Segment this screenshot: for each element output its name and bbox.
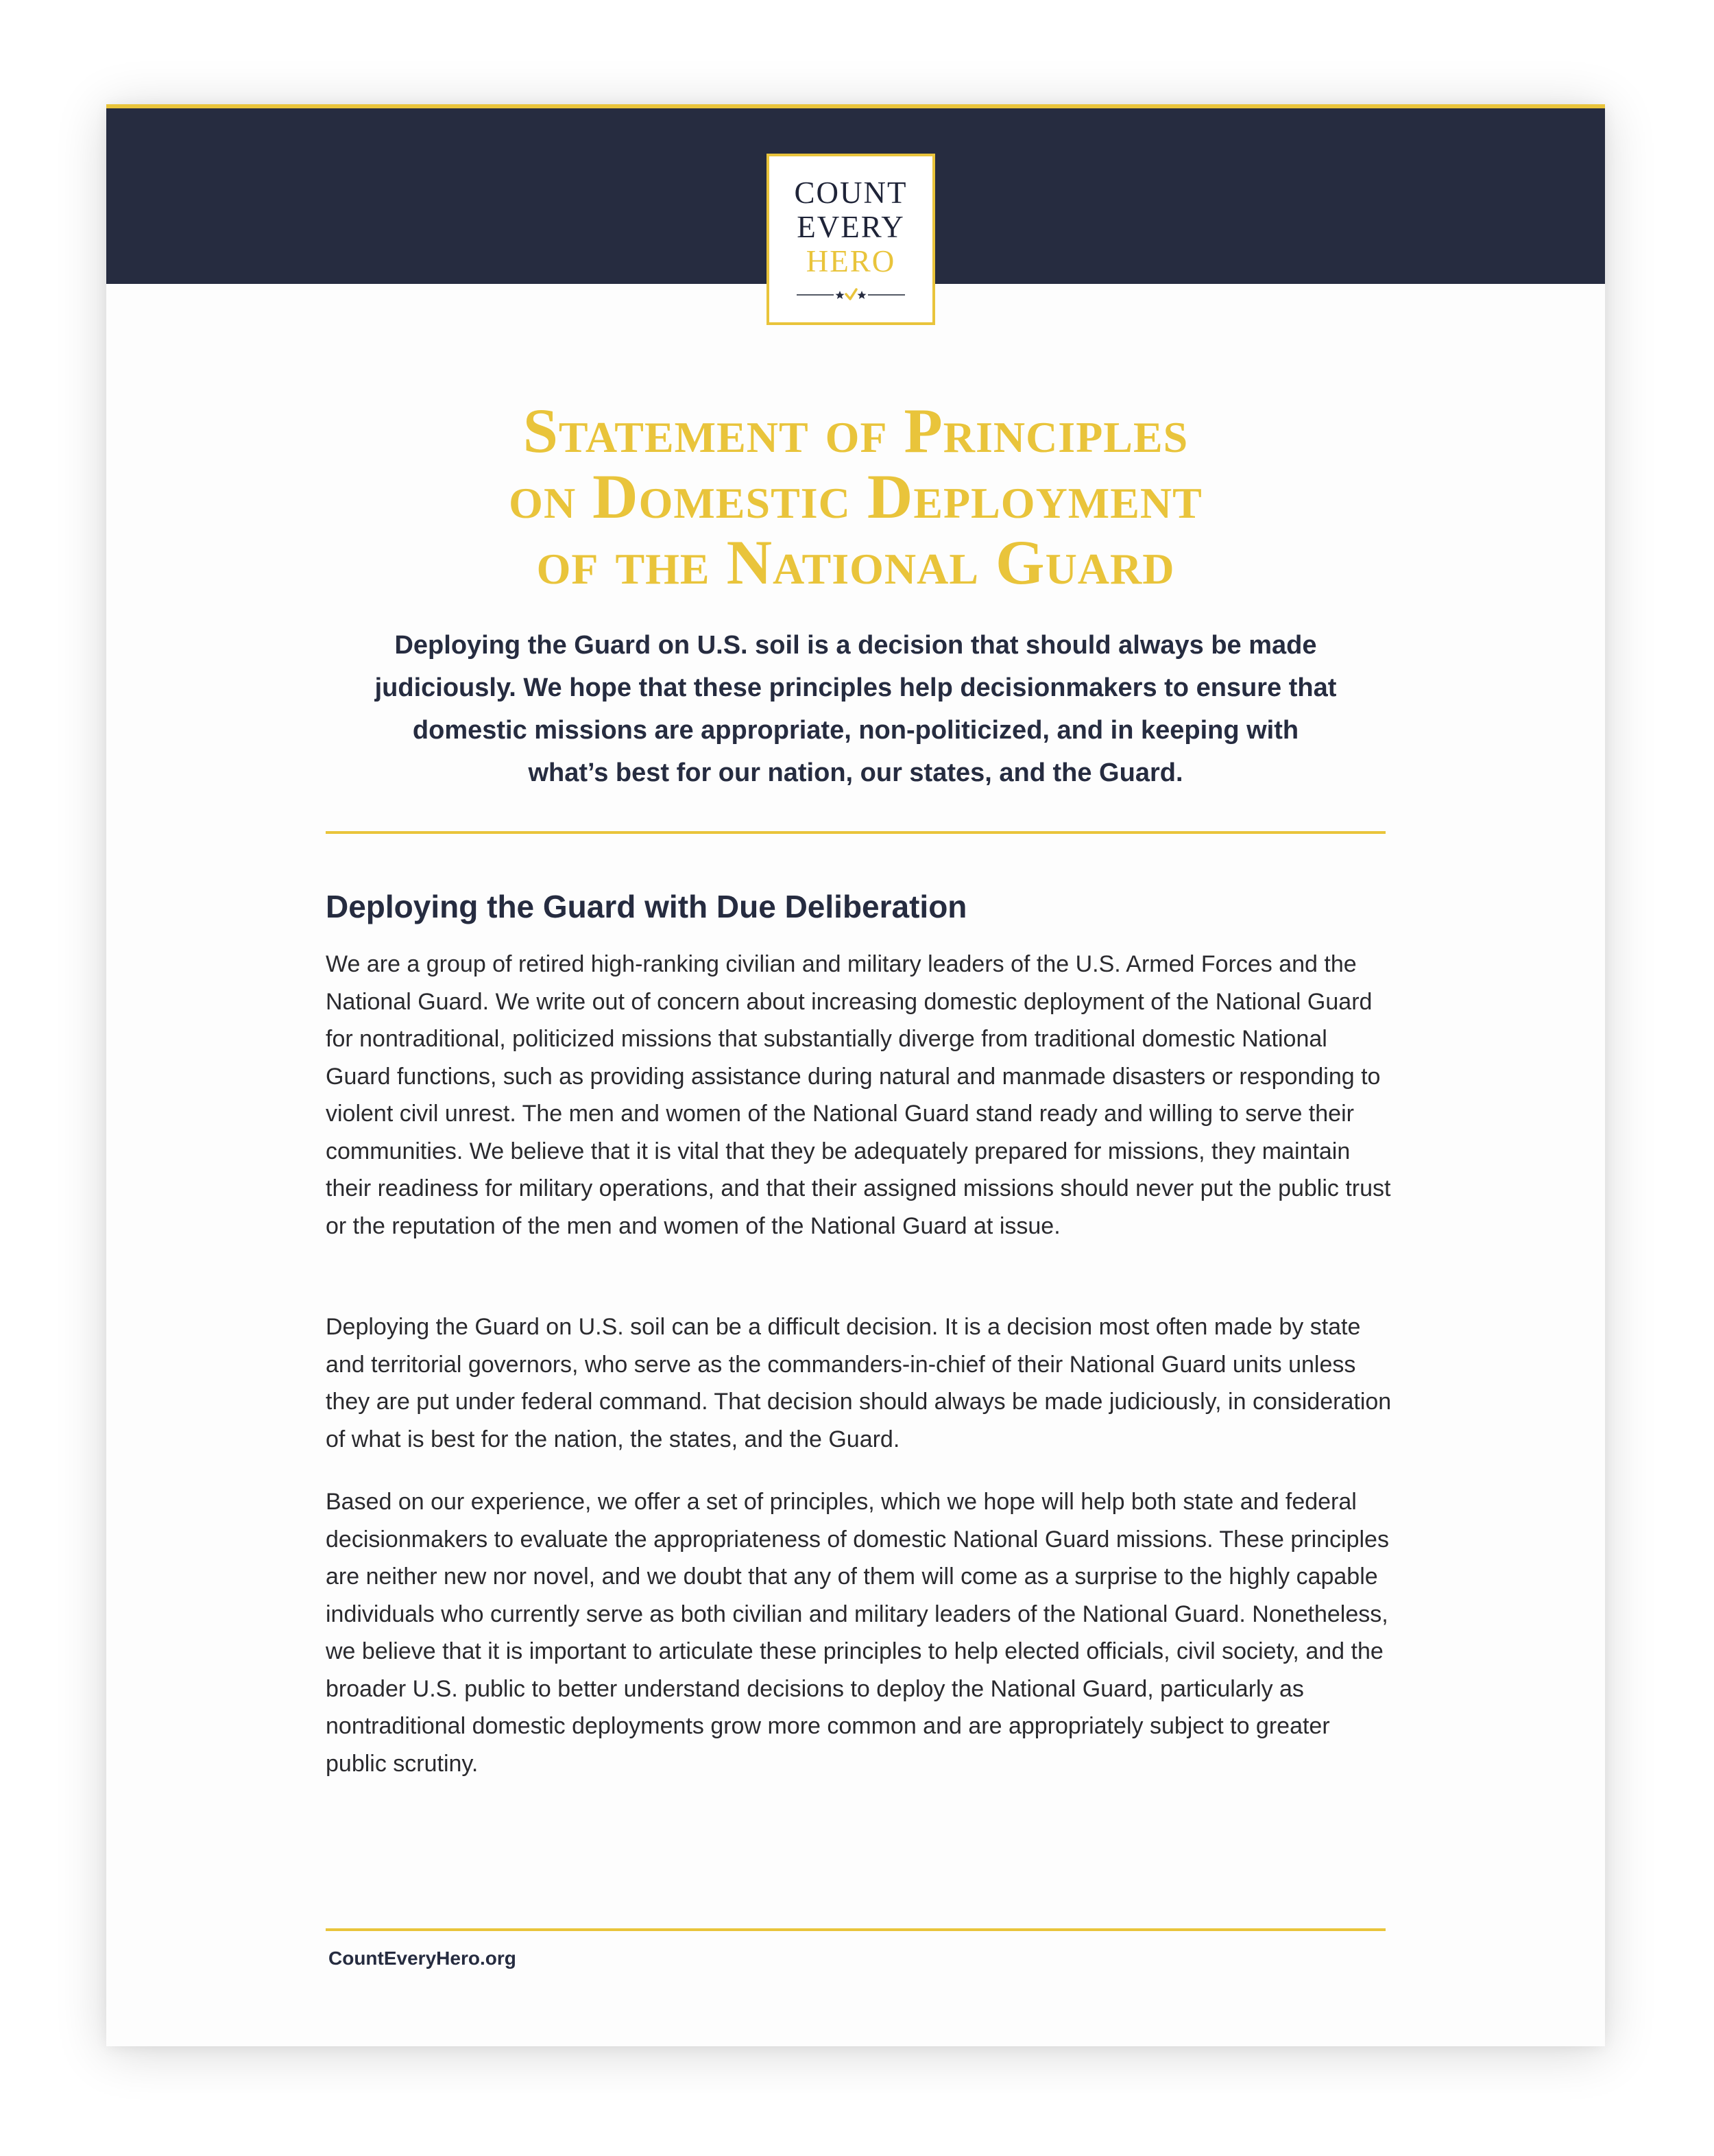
star-check-star-icon bbox=[769, 288, 932, 302]
title-line-2: on Domestic Deployment bbox=[509, 462, 1203, 531]
footer-website-link[interactable]: CountEveryHero.org bbox=[328, 1948, 516, 1969]
page-title bbox=[106, 398, 1605, 595]
logo-word-every: EVERY bbox=[797, 210, 905, 244]
body-paragraph-2: Deploying the Guard on U.S. soil can be a difficult decision. It is a decision most often made by state and territorial governors, who serve as the commanders-in-chief of their National Guard units unless they are put under federal command. That decision should always be made judiciously, in consideration of what is best for the nation, the states, and the Guard. bbox=[326, 1314, 1392, 1452]
section-heading: Deploying the Guard with Due Deliberation bbox=[326, 889, 967, 924]
document-page bbox=[106, 104, 1605, 2046]
footer-divider-rule bbox=[326, 1928, 1386, 1931]
logo-word-count: COUNT bbox=[794, 176, 908, 210]
divider-rule bbox=[326, 831, 1386, 834]
body-paragraph-3: Based on our experience, we offer a set of principles, which we hope will help both state and federal decisionmakers to evaluate the appropriateness of domestic National Guard missions. These principles are neither new nor novel, and we doubt that any of them will come as a surprise to the highly capable individuals who currently serve as both civilian and military leaders of the National Guard. Nonetheless, we believe that it is important to articulate these principles to help elected officials, civil society, and the broader U.S. public to better understand decisions to deploy the National Guard, particularly as nontraditional domestic deployments grow more common and are appropriately subject to greater public scrutiny. bbox=[326, 1489, 1389, 1777]
title-line-1: Statement of Principles bbox=[522, 396, 1189, 466]
count-every-hero-logo bbox=[767, 154, 935, 325]
title-line-3: of the National Guard bbox=[536, 527, 1175, 597]
intro-summary: Deploying the Guard on U.S. soil is a decision that should always be made judiciously. We hope that these principles help decisionmakers to ensure that domestic missions are appropriate, non-politicized, and in keeping with what’s best for our nation, our states, and the Guard. bbox=[374, 631, 1337, 787]
logo-word-hero: HERO bbox=[806, 244, 896, 278]
body-paragraph-1: We are a group of retired high-ranking civilian and military leaders of the U.S. Armed Forces and the National Guard. We write out of concern about increasing domestic deployment of the National Guard for nontraditional, politicized missions that substantially diverge from traditional domestic National Guard functions, such as providing assistance during natural and manmade disasters or responding to violent civil unrest. The men and women of the National Guard stand ready and willing to serve their communities. We believe that it is vital that they be adequately prepared for missions, they maintain their readiness for military operations, and that their assigned missions should never put the public trust or the reputation of the men and women of the National Guard at issue. bbox=[326, 951, 1391, 1239]
